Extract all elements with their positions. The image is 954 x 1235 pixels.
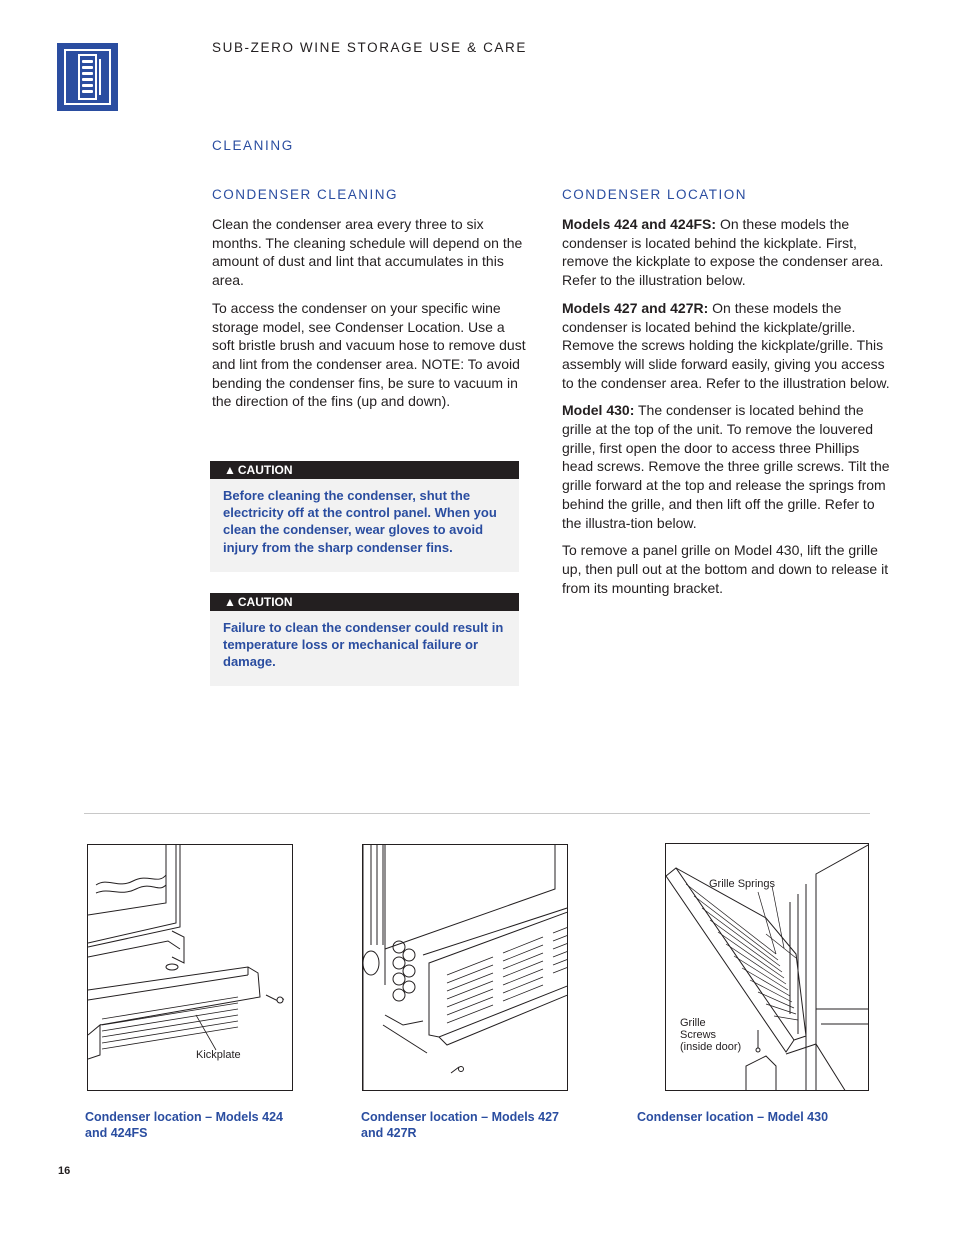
warning-triangle-icon: ▲ [224,463,236,477]
running-head: SUB-ZERO WINE STORAGE USE & CARE [212,40,527,55]
condenser-cleaning-heading: CONDENSER CLEANING [212,187,399,202]
model-430-lead: Model 430: [562,402,635,419]
right-column [562,187,892,606]
figure-424-kickplate [87,844,293,1091]
caution-header [210,461,519,479]
location-paragraph-2: Models 427 and 427R: On these models the condenser is located behind the kickplate/grille. Remove the screws holding the kickplate/grille. This assembly will slide forward easily, giving you access to the condenser area. Refer to the illustration below. [562,299,890,391]
grille-screws-label-3: (inside door) [680,1041,742,1053]
caution-label: CAUTION [237,463,293,477]
kickplate-illustration [88,845,293,1091]
caption-models-427: Condenser location – Models 427 and 427R [361,1110,559,1140]
caution-box-1 [210,461,519,572]
location-paragraph-1: Models 424 and 424FS: On these models the condenser is located behind the kickplate. First, remove the kickplate to expose the condenser area. Refer to the illustration below. [562,216,884,289]
grille-screws-label-2: Screws [680,1029,717,1041]
caution-text: Failure to clean the condenser could result in temperature loss or mechanical failure or damage. [223,620,504,670]
caution-label: CAUTION [237,595,293,609]
page-number: 16 [58,1165,71,1177]
figure-427-kickplate-grille [362,844,568,1091]
kickplate-grille-illustration [363,845,568,1091]
sub-zero-logo-icon [57,43,118,111]
caption-models-424: Condenser location – Models 424 and 424FS [85,1110,283,1140]
caution-box-2 [210,593,519,686]
warning-triangle-icon: ▲ [224,595,236,609]
caption-model-430: Condenser location – Model 430 [637,1110,829,1124]
models-427-lead: Models 427 and 427R: [562,299,709,316]
left-column [212,187,530,420]
section-title: CLEANING [212,138,294,153]
grille-screws-label-1: Grille [680,1017,706,1029]
cleaning-paragraph-1: Clean the condenser area every three to six months. The cleaning schedule will depend on the amount of dust and lint that accumulates in this area. [212,216,523,289]
cleaning-paragraph-2: To access the condenser on your specific wine storage model, see Condenser Location. Use a soft bristle brush and vacuum hose to remove dust and lint from the condenser area. NOTE: To avoid bending the condenser fins, be sure to vacuum in the direction of the fins (up and down). [212,299,526,410]
models-424-lead: Models 424 and 424FS: [562,216,717,232]
location-paragraph-4: To remove a panel grille on Model 430, lift the grille up, then pull out at the bottom and down to release it from its mounting bracket. [562,542,889,596]
kickplate-label: Kickplate [196,1049,241,1061]
grille-springs-label: Grille Springs [709,878,776,890]
caution-header [210,593,519,611]
figure-430-grille [665,843,869,1091]
divider [84,813,870,814]
caution-text: Before cleaning the condenser, shut the electricity off at the control panel. When you clean the condenser, wear gloves to avoid injury from the sharp condenser fins. [223,488,497,555]
condenser-location-heading: CONDENSER LOCATION [562,187,748,202]
location-paragraph-3: Model 430: The condenser is located behind the grille at the top of the unit. To remove the louvered grille, first open the door to access three Phillips head screws. Remove the three grille screws. Tilt the grille forward at the top and release the springs from behind the grille, and then lift off the grille. Refer to the illustra-tion below. [562,402,890,531]
